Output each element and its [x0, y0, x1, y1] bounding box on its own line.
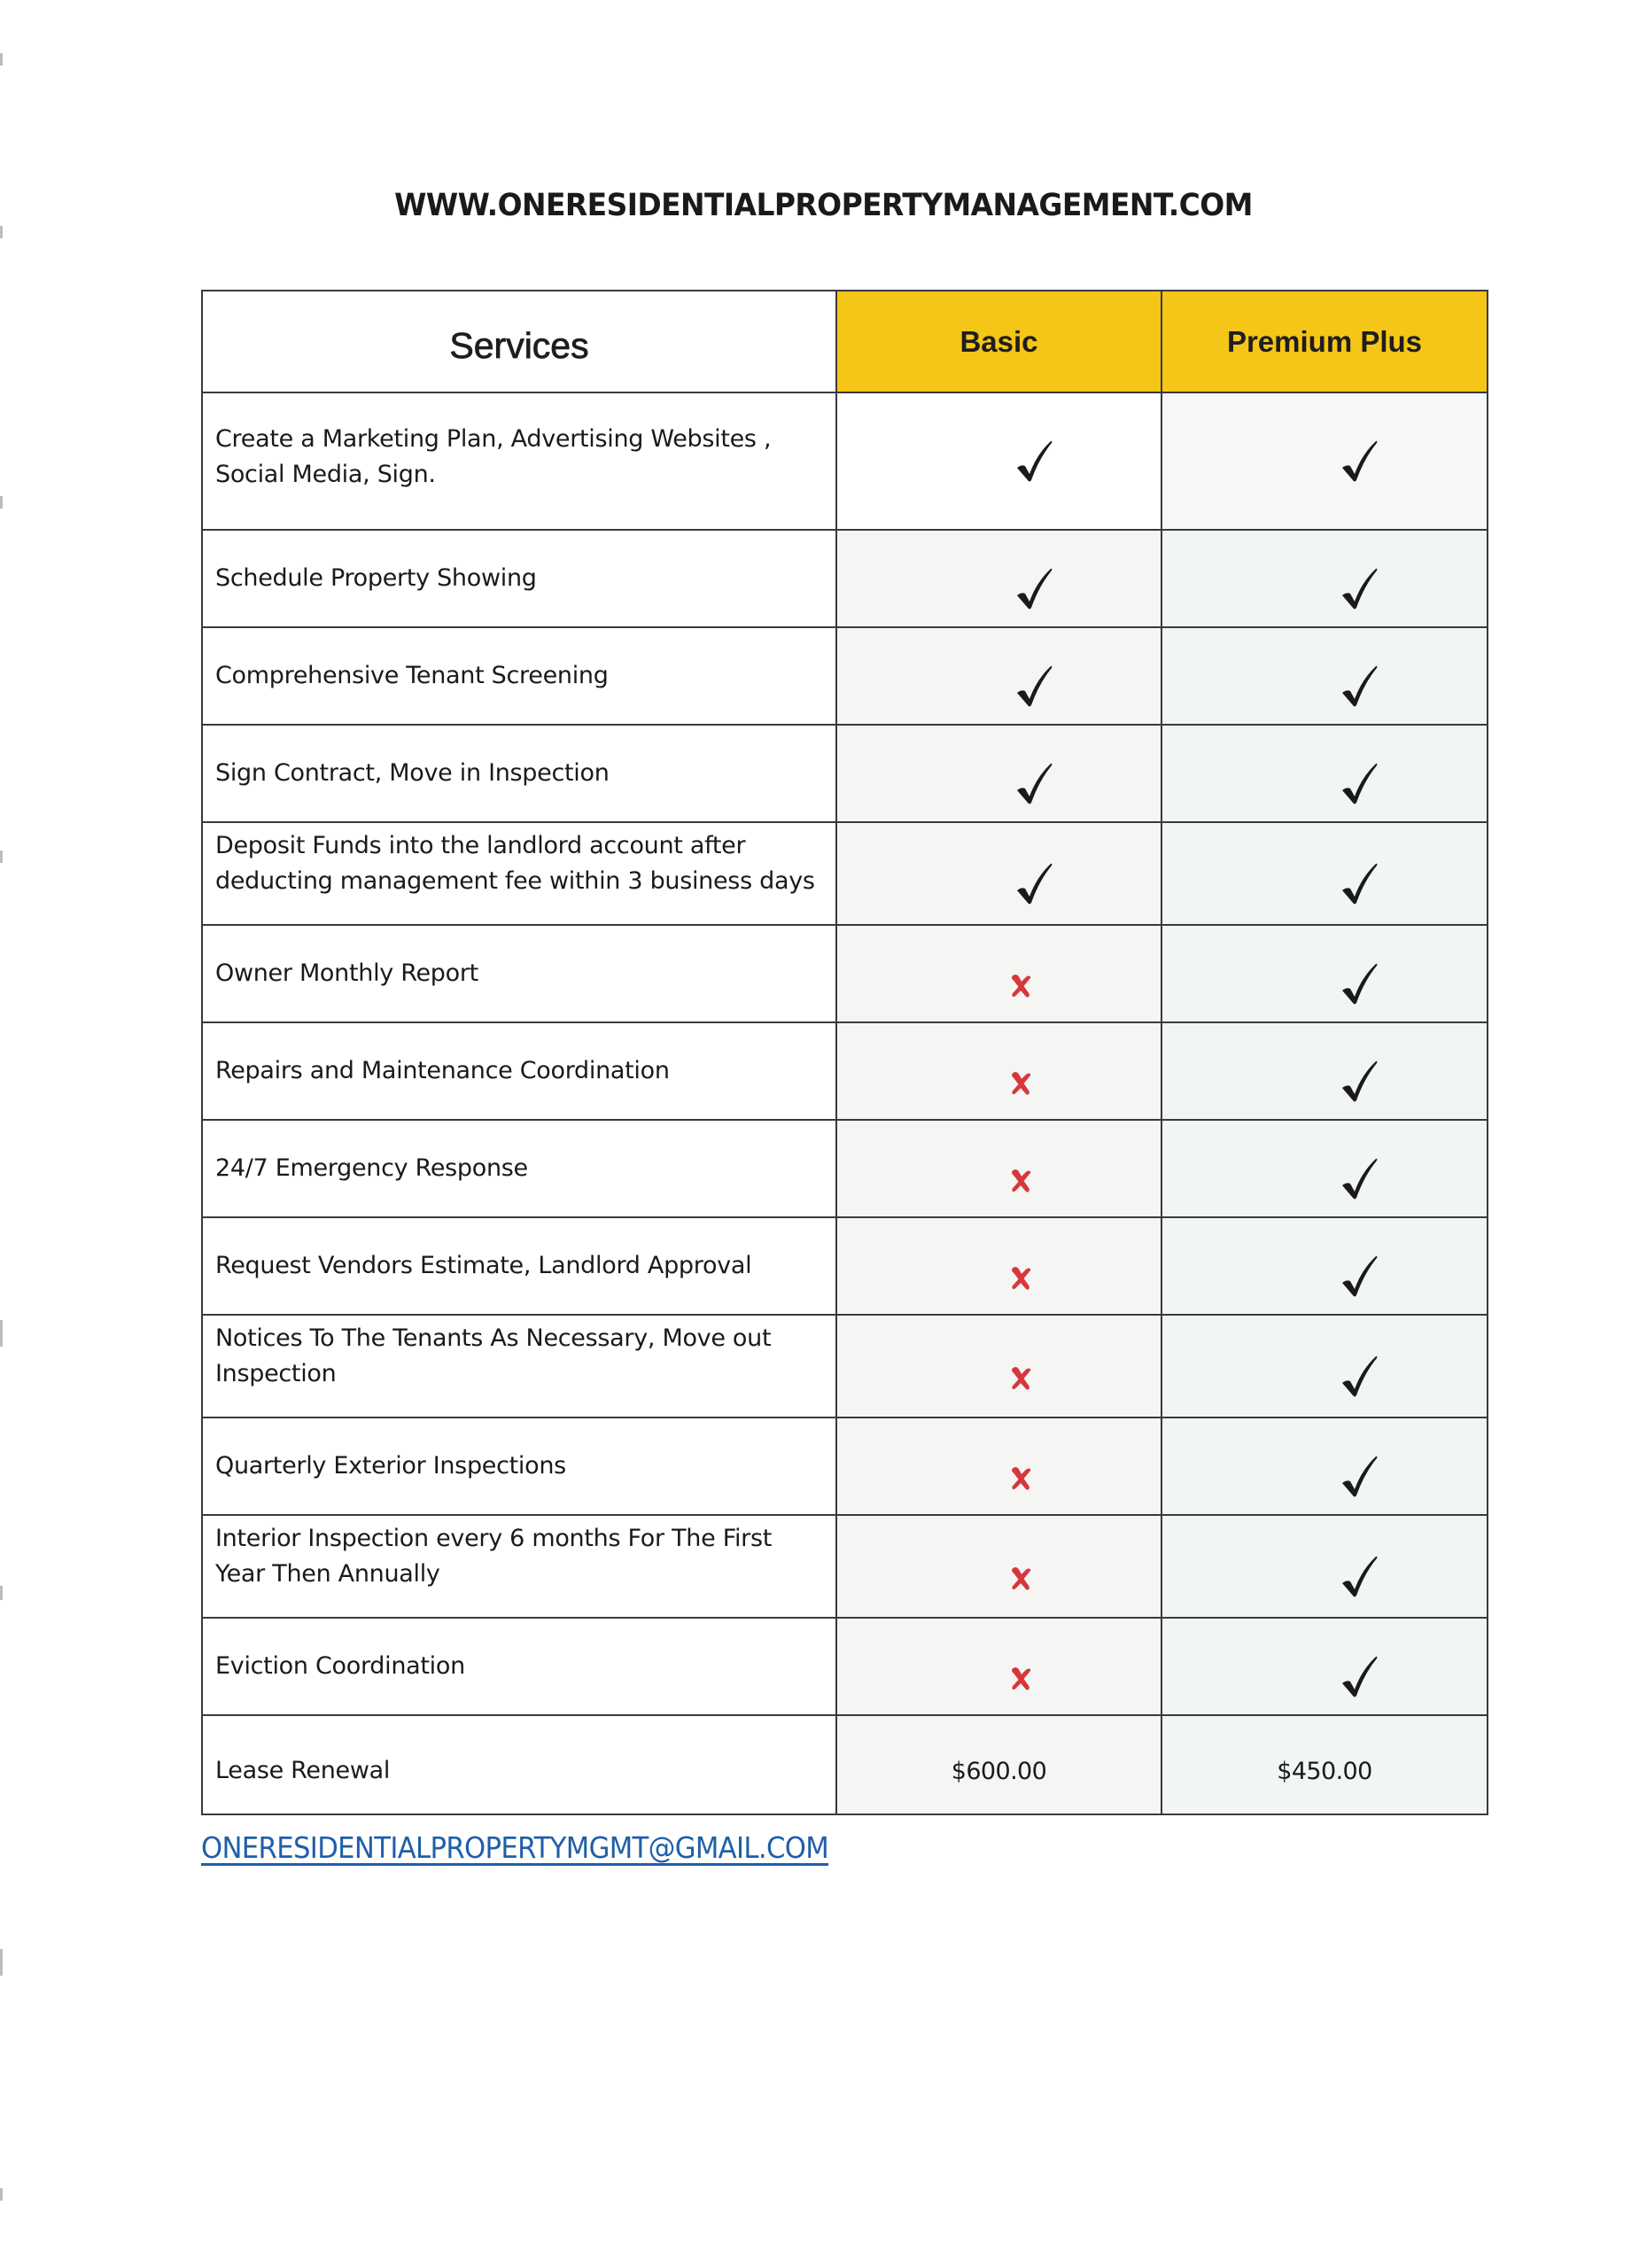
check-icon: [1340, 1254, 1379, 1298]
table-row: [202, 822, 1488, 925]
premium-lease-renewal-price: $450.00: [1277, 1757, 1372, 1785]
premium-availability-cell: [1161, 725, 1488, 822]
basic-availability-cell: [836, 1315, 1161, 1418]
basic-availability-cell: [836, 530, 1161, 627]
basic-availability-cell: [836, 627, 1161, 725]
check-icon: [1340, 1354, 1379, 1398]
basic-availability-cell: [836, 392, 1161, 530]
basic-lease-renewal-cell: [836, 1715, 1161, 1814]
table-row: [202, 1217, 1488, 1315]
check-icon: [1014, 861, 1053, 905]
services-comparison-table: [201, 290, 1488, 1815]
table-row: [202, 1022, 1488, 1120]
check-icon: [1340, 1156, 1379, 1200]
table-header-row: [202, 291, 1488, 392]
service-name: Interior Inspection every 6 months For The First Year Then Annually: [202, 1515, 836, 1618]
check-icon: [1014, 664, 1053, 708]
cross-icon: [1005, 1559, 1038, 1598]
check-icon: [1340, 566, 1379, 610]
premium-availability-cell: [1161, 1618, 1488, 1715]
check-icon: [1340, 1554, 1379, 1598]
column-header-services: Services: [202, 291, 836, 392]
premium-availability-cell: [1161, 1315, 1488, 1418]
table-row: [202, 627, 1488, 725]
scan-artifact: [0, 1949, 3, 1976]
scan-artifact: [0, 850, 3, 863]
check-icon: [1340, 1059, 1379, 1103]
basic-availability-cell: [836, 1022, 1161, 1120]
cross-icon: [1005, 1459, 1038, 1498]
service-name: 24/7 Emergency Response: [202, 1120, 836, 1217]
check-icon: [1340, 1454, 1379, 1498]
scan-artifact: [0, 2188, 3, 2201]
service-name: Deposit Funds into the landlord account after deducting management fee within 3 business days: [202, 822, 836, 925]
column-header-premium-plus: Premium Plus: [1161, 291, 1488, 392]
premium-availability-cell: [1161, 530, 1488, 627]
service-name: Owner Monthly Report: [202, 925, 836, 1022]
table-row: [202, 725, 1488, 822]
basic-availability-cell: [836, 1418, 1161, 1515]
basic-availability-cell: [836, 725, 1161, 822]
basic-availability-cell: [836, 822, 1161, 925]
table-row: [202, 925, 1488, 1022]
scan-artifact: [0, 1586, 3, 1600]
basic-availability-cell: [836, 1217, 1161, 1315]
basic-availability-cell: [836, 925, 1161, 1022]
table-row: [202, 1315, 1488, 1418]
premium-availability-cell: [1161, 392, 1488, 530]
basic-availability-cell: [836, 1618, 1161, 1715]
premium-availability-cell: [1161, 627, 1488, 725]
cross-icon: [1005, 1259, 1038, 1298]
service-name: Lease Renewal: [202, 1715, 836, 1814]
scan-artifact: [0, 496, 3, 509]
website-title: WWW.ONERESIDENTIALPROPERTYMANAGEMENT.COM: [394, 188, 1253, 223]
cross-icon: [1005, 967, 1038, 1006]
cross-icon: [1005, 1064, 1038, 1103]
table-row: [202, 530, 1488, 627]
check-icon: [1340, 1654, 1379, 1698]
table-row-lease-renewal: [202, 1715, 1488, 1814]
scan-artifact: [0, 53, 3, 66]
service-name: Notices To The Tenants As Necessary, Move out Inspection: [202, 1315, 836, 1418]
premium-availability-cell: [1161, 1418, 1488, 1515]
premium-availability-cell: [1161, 1022, 1488, 1120]
premium-availability-cell: [1161, 1120, 1488, 1217]
premium-availability-cell: [1161, 1217, 1488, 1315]
basic-lease-renewal-price: $600.00: [951, 1757, 1047, 1785]
service-name: Repairs and Maintenance Coordination: [202, 1022, 836, 1120]
basic-availability-cell: [836, 1120, 1161, 1217]
email-link[interactable]: ONERESIDENTIALPROPERTYMGMT@GMAIL.COM: [201, 1830, 829, 1865]
check-icon: [1340, 961, 1379, 1006]
cross-icon: [1005, 1161, 1038, 1200]
cross-icon: [1005, 1359, 1038, 1398]
service-name: Quarterly Exterior Inspections: [202, 1418, 836, 1515]
table-row: [202, 1120, 1488, 1217]
column-header-basic: Basic: [836, 291, 1161, 392]
scan-artifact: [0, 226, 3, 238]
check-icon: [1014, 566, 1053, 610]
check-icon: [1340, 664, 1379, 708]
service-name: Comprehensive Tenant Screening: [202, 627, 836, 725]
cross-icon: [1005, 1659, 1038, 1698]
table-row: [202, 1618, 1488, 1715]
premium-availability-cell: [1161, 1515, 1488, 1618]
check-icon: [1340, 439, 1379, 483]
table-row: [202, 1418, 1488, 1515]
check-icon: [1014, 761, 1053, 805]
service-name: Create a Marketing Plan, Advertising Websites , Social Media, Sign.: [202, 392, 836, 530]
check-icon: [1340, 861, 1379, 905]
premium-lease-renewal-cell: [1161, 1715, 1488, 1814]
check-icon: [1340, 761, 1379, 805]
service-name: Eviction Coordination: [202, 1618, 836, 1715]
basic-availability-cell: [836, 1515, 1161, 1618]
service-name: Request Vendors Estimate, Landlord Approval: [202, 1217, 836, 1315]
premium-availability-cell: [1161, 822, 1488, 925]
table-row: [202, 392, 1488, 530]
scan-artifact: [0, 1320, 3, 1347]
table-row: [202, 1515, 1488, 1618]
check-icon: [1014, 439, 1053, 483]
service-name: Sign Contract, Move in Inspection: [202, 725, 836, 822]
premium-availability-cell: [1161, 925, 1488, 1022]
service-name: Schedule Property Showing: [202, 530, 836, 627]
